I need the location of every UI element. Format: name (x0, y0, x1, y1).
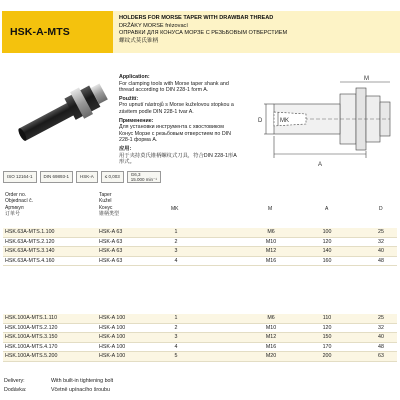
cell-code: HSK.100A-MTS.2.120 (5, 324, 58, 331)
application-label-ru: Применение: (119, 117, 154, 124)
dim-a-label: A (318, 162, 323, 168)
cell-d: 32 (378, 324, 384, 331)
delivery-value-en: With built-in tightening bolt (51, 378, 114, 384)
col-m-header: M (268, 206, 273, 212)
cell-m: M10 (265, 324, 277, 331)
cell-type: HSK-A 63 (99, 248, 123, 254)
col-order-en: Order no. (5, 192, 27, 198)
col-order-zh: 订单号 (5, 211, 21, 218)
spec-row (3, 170, 400, 184)
cell-code: HSK.100A-MTS.5.200 (5, 353, 58, 359)
product-titles (119, 15, 399, 45)
table-header (3, 192, 397, 226)
col-order-ru: Артикул (5, 204, 24, 211)
cell-m: M16 (265, 257, 277, 264)
cell-type: HSK-A 63 (99, 229, 123, 235)
col-type-en: Taper (99, 192, 112, 198)
table-row (3, 343, 397, 353)
application-text-ru: Для установки инструмента с хвостовиком Конус Морзе с резьбовым отверстием по DIN 228-1 форма А. (119, 124, 231, 144)
table-group-hsk63 (3, 228, 397, 266)
table-row (3, 314, 397, 324)
col-d-header: D (379, 206, 383, 212)
col-a-header: A (325, 206, 329, 212)
product-badge (2, 11, 113, 53)
col-order-cz: Objednací č. (5, 198, 34, 205)
cell-m: M10 (265, 238, 277, 245)
cell-d: 32 (378, 238, 384, 245)
cell-a: 110 (322, 315, 332, 321)
application-text-en: For clamping tools with Morse taper shank and thread according to DIN 228-1 form A. (119, 80, 229, 94)
table-row (3, 324, 397, 334)
application-label-zh: 应用: (119, 145, 132, 152)
col-mk-header: MK (171, 206, 179, 212)
cell-code: HSK.63A-MTS.3.140 (5, 248, 55, 254)
spec-hsk: HSK-A (76, 171, 98, 183)
technical-drawing (236, 74, 396, 182)
cell-m: M6 (267, 229, 275, 235)
col-order-header (5, 192, 33, 218)
title-en: HOLDERS FOR MORSE TAPER WITH DRAWBAR THREAD (119, 15, 274, 21)
cell-mk: 4 (174, 257, 178, 264)
cell-d: 40 (378, 248, 384, 254)
table-row (3, 257, 397, 267)
cell-a: 160 (322, 257, 332, 264)
cell-mk: 2 (174, 238, 178, 245)
col-type-ru: Конус (99, 204, 113, 211)
col-type-cz: Kužel (99, 198, 112, 205)
cell-mk: 4 (174, 343, 178, 350)
delivery-info (4, 377, 400, 395)
spec-balance-rpm: 15.000 min⁻¹ (130, 177, 157, 182)
cell-code: HSK.63A-MTS.2.120 (5, 238, 55, 245)
spec-runout: ≤ 0,003 (101, 171, 124, 183)
title-ru: ОПРАВКИ ДЛЯ КОНУСА МОРЗЕ С РЕЗЬБОВЫМ ОТВЕРСТИЕМ (119, 30, 288, 37)
cell-d: 48 (378, 343, 384, 350)
dim-d-label: D (258, 118, 263, 124)
table-row (3, 352, 397, 362)
cell-type: HSK-A 100 (99, 353, 126, 359)
cell-d: 40 (378, 334, 384, 340)
cell-type: HSK-A 100 (99, 315, 126, 321)
cell-a: 200 (322, 353, 332, 359)
cell-code: HSK.63A-MTS.4.160 (5, 257, 55, 264)
cell-mk: 3 (174, 334, 178, 340)
cell-a: 120 (322, 324, 332, 331)
spec-din: DIN 69893-1 (40, 171, 74, 183)
cell-a: 170 (322, 343, 332, 350)
table-group-hsk100 (3, 314, 397, 362)
cell-mk: 5 (174, 353, 178, 359)
cell-type: HSK-A 63 (99, 257, 123, 264)
cell-code: HSK.63A-MTS.1.100 (5, 229, 55, 235)
cell-mk: 1 (174, 229, 178, 235)
tool-holder-photo (8, 68, 118, 158)
application-text (119, 74, 239, 166)
cell-mk: 2 (174, 324, 178, 331)
delivery-label-cz: Dodávka: (4, 387, 27, 393)
cell-code: HSK.100A-MTS.1.110 (5, 315, 58, 321)
cell-type: HSK-A 63 (99, 238, 123, 245)
product-code-title: HSK-A-MTS (10, 26, 70, 38)
cell-type: HSK-A 100 (99, 324, 126, 331)
application-text-zh: 用于夹持莫氏锥柄螺纹式刀具，符合DIN 228-1形A形式。 (119, 152, 237, 166)
col-type-zh: 锥柄类型 (99, 211, 120, 218)
cell-a: 100 (322, 229, 332, 235)
table-row (3, 247, 397, 257)
cell-a: 120 (322, 238, 332, 245)
cell-code: HSK.100A-MTS.4.170 (5, 343, 58, 350)
spec-balance (127, 171, 161, 183)
col-type-header (99, 192, 119, 218)
cell-m: M6 (267, 315, 275, 321)
cell-d: 25 (378, 315, 384, 321)
application-label-en: Application: (119, 74, 150, 80)
cell-m: M12 (265, 248, 277, 254)
application-label-cz: Použití: (119, 95, 139, 102)
cell-d: 25 (378, 229, 384, 235)
table-row (3, 238, 397, 248)
cell-m: M16 (265, 343, 277, 350)
dim-m-label: M (364, 76, 369, 82)
title-cz: DRŽÁKY MORSE frézovací (119, 22, 188, 29)
cell-type: HSK-A 100 (99, 343, 126, 350)
cell-type: HSK-A 100 (99, 334, 126, 340)
dim-mk-label: MK (280, 118, 289, 124)
table-row (3, 333, 397, 343)
cell-code: HSK.100A-MTS.3.150 (5, 334, 58, 340)
delivery-label-en: Delivery: (4, 378, 25, 384)
title-zh: 螺纹式莫氏锥柄 (119, 37, 159, 44)
cell-d: 63 (378, 353, 384, 359)
spec-balance-grade: G6,3 (130, 172, 141, 177)
cell-m: M12 (265, 334, 277, 340)
table-row (3, 228, 397, 238)
delivery-value-cz: Včetně upínacího šroubu (51, 387, 110, 393)
cell-mk: 1 (174, 315, 178, 321)
application-text-cz: Pro upnutí nástrojů s Morse kuželovou stopkou a závitem podle DIN 228-1 tvar A. (119, 102, 234, 115)
cell-m: M20 (265, 353, 277, 359)
spec-iso: ISO 12164-1 (3, 171, 37, 183)
cell-mk: 3 (174, 248, 178, 254)
cell-a: 140 (322, 248, 332, 254)
cell-d: 48 (378, 257, 384, 264)
cell-a: 150 (322, 334, 332, 340)
